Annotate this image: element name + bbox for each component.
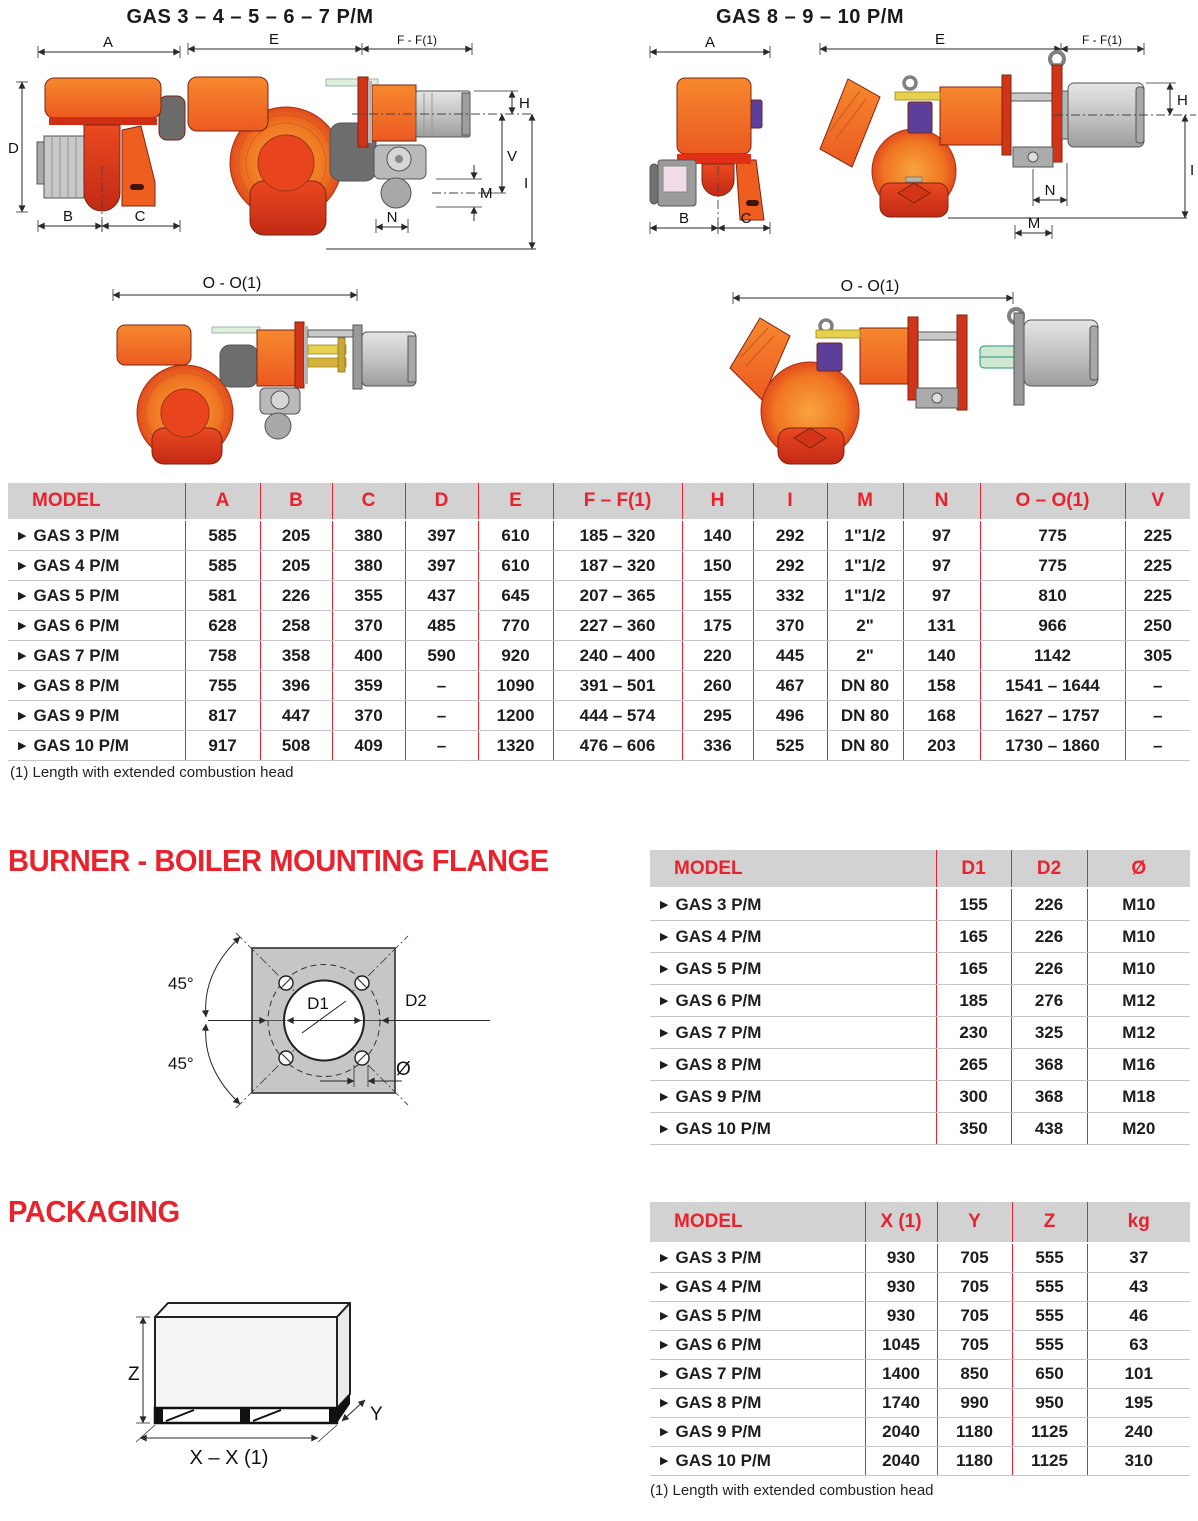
value-cell: 131 <box>903 611 980 641</box>
value-cell: 380 <box>332 520 405 551</box>
dim-label-v: V <box>507 148 518 165</box>
value-cell: 930 <box>865 1273 937 1302</box>
dim-label-y: Y <box>370 1404 383 1425</box>
model-cell: ▶ GAS 3 P/M <box>650 1243 865 1273</box>
column-header-3: Z <box>1012 1202 1087 1243</box>
value-cell: 1320 <box>478 731 553 761</box>
packaging-table-wrap <box>650 1202 1190 1476</box>
dim-label-o: O - O(1) <box>840 278 900 295</box>
model-cell: ▶ GAS 7 P/M <box>650 1017 936 1049</box>
diagram-title-gas37: GAS 3 – 4 – 5 – 6 – 7 P/M <box>126 6 374 28</box>
value-cell: 409 <box>332 731 405 761</box>
value-cell: 300 <box>936 1081 1011 1113</box>
column-header-1: D1 <box>936 850 1011 888</box>
table-row <box>650 1017 1190 1049</box>
value-cell: 397 <box>405 551 478 581</box>
value-cell: 292 <box>753 551 827 581</box>
value-cell: 1045 <box>865 1331 937 1360</box>
triangle-bullet-icon: ▶ <box>18 559 27 572</box>
value-cell: 250 <box>1125 611 1190 641</box>
model-cell: ▶ GAS 9 P/M <box>8 701 185 731</box>
gas37-extended-diagram <box>92 270 607 478</box>
value-cell: M12 <box>1087 985 1190 1017</box>
triangle-bullet-icon: ▶ <box>18 709 27 722</box>
value-cell: 276 <box>1011 985 1087 1017</box>
value-cell: 467 <box>753 671 827 701</box>
header-row <box>650 1202 1190 1243</box>
gas810-side-diagram <box>814 33 1198 267</box>
model-cell: ▶ GAS 8 P/M <box>8 671 185 701</box>
dimensions-footnote: (1) Length with extended combustion head <box>10 764 294 781</box>
value-cell: 226 <box>1011 953 1087 985</box>
value-cell: 444 – 574 <box>553 701 682 731</box>
value-cell: 240 – 400 <box>553 641 682 671</box>
dim-label-a: A <box>102 36 114 51</box>
value-cell: 770 <box>478 611 553 641</box>
value-cell: 496 <box>753 701 827 731</box>
value-cell: 817 <box>185 701 260 731</box>
dimensions-table <box>8 483 1190 761</box>
table-row <box>650 953 1190 985</box>
dim-label-x: X – X (1) <box>189 1447 269 1469</box>
value-cell: 391 – 501 <box>553 671 682 701</box>
value-cell: 258 <box>260 611 332 641</box>
gas810-extended-diagram <box>716 270 1198 478</box>
model-cell: ▶ GAS 9 P/M <box>650 1418 865 1447</box>
value-cell: 1627 – 1757 <box>980 701 1125 731</box>
column-header-2: B <box>260 483 332 520</box>
value-cell: – <box>405 671 478 701</box>
model-cell: ▶ GAS 10 P/M <box>8 731 185 761</box>
header-row <box>8 483 1190 520</box>
value-cell: 205 <box>260 520 332 551</box>
triangle-bullet-icon: ▶ <box>660 1058 669 1071</box>
value-cell: 336 <box>682 731 753 761</box>
value-cell: 610 <box>478 520 553 551</box>
dim-label-n: N <box>386 209 398 226</box>
value-cell: M10 <box>1087 953 1190 985</box>
value-cell: 368 <box>1011 1049 1087 1081</box>
table-row <box>650 1389 1190 1418</box>
value-cell: 355 <box>332 581 405 611</box>
triangle-bullet-icon: ▶ <box>660 1090 669 1103</box>
value-cell: 380 <box>332 551 405 581</box>
value-cell: 2040 <box>865 1418 937 1447</box>
packaging-section-heading: PACKAGING <box>8 1194 180 1229</box>
triangle-bullet-icon: ▶ <box>18 739 27 752</box>
model-cell: ▶ GAS 3 P/M <box>8 520 185 551</box>
dim-label-o: O - O(1) <box>202 275 262 292</box>
column-header-1: A <box>185 483 260 520</box>
table-row <box>650 1113 1190 1145</box>
model-cell: ▶ GAS 7 P/M <box>8 641 185 671</box>
value-cell: 1125 <box>1012 1447 1087 1476</box>
value-cell: 705 <box>937 1243 1012 1273</box>
triangle-bullet-icon: ▶ <box>18 619 27 632</box>
triangle-bullet-icon: ▶ <box>660 1310 669 1322</box>
value-cell: 165 <box>936 953 1011 985</box>
table-row <box>650 1447 1190 1476</box>
value-cell: 168 <box>903 701 980 731</box>
value-cell: 325 <box>1011 1017 1087 1049</box>
value-cell: 368 <box>1011 1081 1087 1113</box>
dim-label-i: I <box>524 175 529 192</box>
value-cell: M20 <box>1087 1113 1190 1145</box>
value-cell: 295 <box>682 701 753 731</box>
value-cell: 775 <box>980 520 1125 551</box>
value-cell: 610 <box>478 551 553 581</box>
value-cell: 140 <box>903 641 980 671</box>
value-cell: 226 <box>1011 888 1087 921</box>
value-cell: 97 <box>903 551 980 581</box>
column-header-3: C <box>332 483 405 520</box>
value-cell: 758 <box>185 641 260 671</box>
value-cell: – <box>1125 671 1190 701</box>
table-row <box>8 611 1190 641</box>
column-header-2: Y <box>937 1202 1012 1243</box>
triangle-bullet-icon: ▶ <box>660 1426 669 1438</box>
dim-label-c: C <box>740 210 752 227</box>
column-header-0: MODEL <box>650 850 936 888</box>
value-cell: 920 <box>478 641 553 671</box>
value-cell: 1125 <box>1012 1418 1087 1447</box>
dim-label-i: I <box>1190 162 1195 179</box>
table-row <box>650 888 1190 921</box>
table-row <box>650 1418 1190 1447</box>
column-header-12: V <box>1125 483 1190 520</box>
dim-label-angle-bottom: 45° <box>168 1054 194 1073</box>
triangle-bullet-icon: ▶ <box>18 679 27 692</box>
packaging-footnote: (1) Length with extended combustion head <box>650 1482 934 1499</box>
model-cell: ▶ GAS 5 P/M <box>8 581 185 611</box>
column-header-11: O – O(1) <box>980 483 1125 520</box>
triangle-bullet-icon: ▶ <box>18 529 27 542</box>
value-cell: 265 <box>936 1049 1011 1081</box>
column-header-0: MODEL <box>650 1202 865 1243</box>
value-cell: 97 <box>903 581 980 611</box>
value-cell: DN 80 <box>827 671 903 701</box>
value-cell: – <box>405 701 478 731</box>
triangle-bullet-icon: ▶ <box>660 1281 669 1293</box>
value-cell: 1180 <box>937 1418 1012 1447</box>
value-cell: 1090 <box>478 671 553 701</box>
dim-label-m: M <box>480 185 493 202</box>
model-cell: ▶ GAS 9 P/M <box>650 1081 936 1113</box>
dim-label-c: C <box>134 208 146 225</box>
value-cell: 101 <box>1087 1360 1190 1389</box>
model-cell: ▶ GAS 3 P/M <box>650 888 936 921</box>
value-cell: 775 <box>980 551 1125 581</box>
value-cell: 930 <box>865 1243 937 1273</box>
column-header-10: N <box>903 483 980 520</box>
value-cell: 370 <box>332 701 405 731</box>
diagram-title-gas810: GAS 8 – 9 – 10 P/M <box>716 6 904 28</box>
value-cell: 2" <box>827 641 903 671</box>
value-cell: 305 <box>1125 641 1190 671</box>
flange-table <box>650 850 1190 1145</box>
value-cell: 175 <box>682 611 753 641</box>
column-header-3: Ø <box>1087 850 1190 888</box>
triangle-bullet-icon: ▶ <box>18 589 27 602</box>
value-cell: 292 <box>753 520 827 551</box>
value-cell: 650 <box>1012 1360 1087 1389</box>
table-row <box>8 731 1190 761</box>
value-cell: 240 <box>1087 1418 1190 1447</box>
triangle-bullet-icon: ▶ <box>18 649 27 662</box>
dim-label-f: F - F(1) <box>397 33 437 47</box>
value-cell: 158 <box>903 671 980 701</box>
value-cell: 37 <box>1087 1243 1190 1273</box>
triangle-bullet-icon: ▶ <box>660 1339 669 1351</box>
value-cell: 43 <box>1087 1273 1190 1302</box>
value-cell: 1142 <box>980 641 1125 671</box>
model-cell: ▶ GAS 6 P/M <box>8 611 185 641</box>
table-row <box>8 701 1190 731</box>
value-cell: 155 <box>936 888 1011 921</box>
value-cell: 187 – 320 <box>553 551 682 581</box>
value-cell: – <box>1125 731 1190 761</box>
value-cell: 1200 <box>478 701 553 731</box>
value-cell: 525 <box>753 731 827 761</box>
dim-label-h: H <box>519 95 530 112</box>
value-cell: 225 <box>1125 581 1190 611</box>
value-cell: 2040 <box>865 1447 937 1476</box>
dimensions-table-wrap <box>8 483 1190 761</box>
triangle-bullet-icon: ▶ <box>660 1368 669 1380</box>
value-cell: 230 <box>936 1017 1011 1049</box>
model-cell: ▶ GAS 5 P/M <box>650 953 936 985</box>
value-cell: 207 – 365 <box>553 581 682 611</box>
triangle-bullet-icon: ▶ <box>660 1397 669 1409</box>
value-cell: M10 <box>1087 921 1190 953</box>
value-cell: 705 <box>937 1273 1012 1302</box>
model-cell: ▶ GAS 8 P/M <box>650 1049 936 1081</box>
value-cell: 445 <box>753 641 827 671</box>
value-cell: 1180 <box>937 1447 1012 1476</box>
dim-label-n: N <box>1044 182 1056 199</box>
model-cell: ▶ GAS 10 P/M <box>650 1447 865 1476</box>
dim-label-m: M <box>1027 215 1041 232</box>
dim-label-d: D <box>8 140 19 157</box>
value-cell: 225 <box>1125 551 1190 581</box>
value-cell: 358 <box>260 641 332 671</box>
model-cell: ▶ GAS 5 P/M <box>650 1302 865 1331</box>
column-header-7: H <box>682 483 753 520</box>
dim-label-b: B <box>678 210 690 227</box>
value-cell: 226 <box>1011 921 1087 953</box>
column-header-6: F – F(1) <box>553 483 682 520</box>
gas37-front-diagram <box>8 36 188 238</box>
header-row <box>650 850 1190 888</box>
column-header-9: M <box>827 483 903 520</box>
value-cell: 63 <box>1087 1331 1190 1360</box>
value-cell: 1730 – 1860 <box>980 731 1125 761</box>
triangle-bullet-icon: ▶ <box>660 1252 669 1264</box>
table-row <box>8 581 1190 611</box>
value-cell: 437 <box>405 581 478 611</box>
value-cell: DN 80 <box>827 701 903 731</box>
table-row <box>8 641 1190 671</box>
value-cell: 370 <box>753 611 827 641</box>
column-header-4: D <box>405 483 478 520</box>
model-cell: ▶ GAS 4 P/M <box>650 1273 865 1302</box>
packaging-table <box>650 1202 1190 1476</box>
value-cell: M10 <box>1087 888 1190 921</box>
table-row <box>650 1273 1190 1302</box>
dim-label-a: A <box>704 36 716 51</box>
value-cell: 705 <box>937 1302 1012 1331</box>
value-cell: 332 <box>753 581 827 611</box>
value-cell: 227 – 360 <box>553 611 682 641</box>
table-row <box>650 1360 1190 1389</box>
flange-table-wrap <box>650 850 1190 1145</box>
value-cell: 370 <box>332 611 405 641</box>
value-cell: 705 <box>937 1331 1012 1360</box>
value-cell: 585 <box>185 520 260 551</box>
column-header-5: E <box>478 483 553 520</box>
value-cell: 260 <box>682 671 753 701</box>
value-cell: 46 <box>1087 1302 1190 1331</box>
value-cell: 555 <box>1012 1331 1087 1360</box>
dim-label-e: E <box>268 33 280 48</box>
model-cell: ▶ GAS 6 P/M <box>650 1331 865 1360</box>
value-cell: 310 <box>1087 1447 1190 1476</box>
table-row <box>650 1331 1190 1360</box>
table-row <box>650 1081 1190 1113</box>
model-cell: ▶ GAS 4 P/M <box>8 551 185 581</box>
dim-label-e: E <box>934 33 946 48</box>
value-cell: 930 <box>865 1302 937 1331</box>
value-cell: – <box>1125 701 1190 731</box>
dim-label-d1: D1 <box>307 994 329 1013</box>
table-row <box>650 1049 1190 1081</box>
gas37-side-diagram <box>186 33 540 265</box>
model-cell: ▶ GAS 10 P/M <box>650 1113 936 1145</box>
value-cell: 205 <box>260 551 332 581</box>
value-cell: 581 <box>185 581 260 611</box>
value-cell: 350 <box>936 1113 1011 1145</box>
value-cell: 990 <box>937 1389 1012 1418</box>
value-cell: 476 – 606 <box>553 731 682 761</box>
value-cell: 1541 – 1644 <box>980 671 1125 701</box>
triangle-bullet-icon: ▶ <box>660 1455 669 1467</box>
triangle-bullet-icon: ▶ <box>660 930 669 943</box>
table-row <box>650 985 1190 1017</box>
value-cell: 1"1/2 <box>827 520 903 551</box>
model-cell: ▶ GAS 7 P/M <box>650 1360 865 1389</box>
value-cell: M12 <box>1087 1017 1190 1049</box>
value-cell: 508 <box>260 731 332 761</box>
value-cell: 438 <box>1011 1113 1087 1145</box>
gas810-front-diagram <box>648 36 778 238</box>
dim-label-f: F - F(1) <box>1082 33 1122 47</box>
triangle-bullet-icon: ▶ <box>660 1122 669 1135</box>
value-cell: 917 <box>185 731 260 761</box>
table-row <box>650 1302 1190 1331</box>
triangle-bullet-icon: ▶ <box>660 898 669 911</box>
value-cell: 165 <box>936 921 1011 953</box>
table-row <box>650 921 1190 953</box>
dim-label-bolt-diameter: Ø <box>396 1059 411 1080</box>
table-row <box>8 551 1190 581</box>
dim-label-d2: D2 <box>405 991 427 1010</box>
value-cell: 628 <box>185 611 260 641</box>
value-cell: 850 <box>937 1360 1012 1389</box>
value-cell: 555 <box>1012 1243 1087 1273</box>
value-cell: 397 <box>405 520 478 551</box>
value-cell: 447 <box>260 701 332 731</box>
value-cell: 225 <box>1125 520 1190 551</box>
value-cell: 203 <box>903 731 980 761</box>
value-cell: 755 <box>185 671 260 701</box>
value-cell: 810 <box>980 581 1125 611</box>
table-row <box>650 1243 1190 1273</box>
mounting-flange-diagram <box>140 895 495 1135</box>
column-header-0: MODEL <box>8 483 185 520</box>
value-cell: 185 – 320 <box>553 520 682 551</box>
value-cell: 359 <box>332 671 405 701</box>
value-cell: DN 80 <box>827 731 903 761</box>
value-cell: 1"1/2 <box>827 551 903 581</box>
value-cell: 585 <box>185 551 260 581</box>
table-row <box>8 520 1190 551</box>
value-cell: 1400 <box>865 1360 937 1389</box>
value-cell: M16 <box>1087 1049 1190 1081</box>
dim-label-h: H <box>1177 92 1188 109</box>
model-cell: ▶ GAS 6 P/M <box>650 985 936 1017</box>
dim-label-angle-top: 45° <box>168 974 194 993</box>
triangle-bullet-icon: ▶ <box>660 994 669 1007</box>
value-cell: 966 <box>980 611 1125 641</box>
value-cell: 226 <box>260 581 332 611</box>
value-cell: 97 <box>903 520 980 551</box>
value-cell: 555 <box>1012 1273 1087 1302</box>
value-cell: 150 <box>682 551 753 581</box>
dim-label-z: Z <box>128 1364 140 1385</box>
triangle-bullet-icon: ▶ <box>660 1026 669 1039</box>
value-cell: 220 <box>682 641 753 671</box>
value-cell: 2" <box>827 611 903 641</box>
value-cell: 485 <box>405 611 478 641</box>
column-header-1: X (1) <box>865 1202 937 1243</box>
value-cell: 950 <box>1012 1389 1087 1418</box>
triangle-bullet-icon: ▶ <box>660 962 669 975</box>
value-cell: M18 <box>1087 1081 1190 1113</box>
value-cell: 400 <box>332 641 405 671</box>
value-cell: 195 <box>1087 1389 1190 1418</box>
value-cell: 140 <box>682 520 753 551</box>
table-row <box>8 671 1190 701</box>
value-cell: 1"1/2 <box>827 581 903 611</box>
value-cell: 645 <box>478 581 553 611</box>
packaging-box-diagram <box>128 1252 628 1514</box>
column-header-4: kg <box>1087 1202 1190 1243</box>
flange-section-heading: BURNER - BOILER MOUNTING FLANGE <box>8 843 549 878</box>
value-cell: 590 <box>405 641 478 671</box>
value-cell: 555 <box>1012 1302 1087 1331</box>
column-header-2: D2 <box>1011 850 1087 888</box>
value-cell: 1740 <box>865 1389 937 1418</box>
value-cell: 396 <box>260 671 332 701</box>
value-cell: 185 <box>936 985 1011 1017</box>
column-header-8: I <box>753 483 827 520</box>
value-cell: 155 <box>682 581 753 611</box>
model-cell: ▶ GAS 8 P/M <box>650 1389 865 1418</box>
dim-label-b: B <box>62 208 74 225</box>
value-cell: – <box>405 731 478 761</box>
model-cell: ▶ GAS 4 P/M <box>650 921 936 953</box>
